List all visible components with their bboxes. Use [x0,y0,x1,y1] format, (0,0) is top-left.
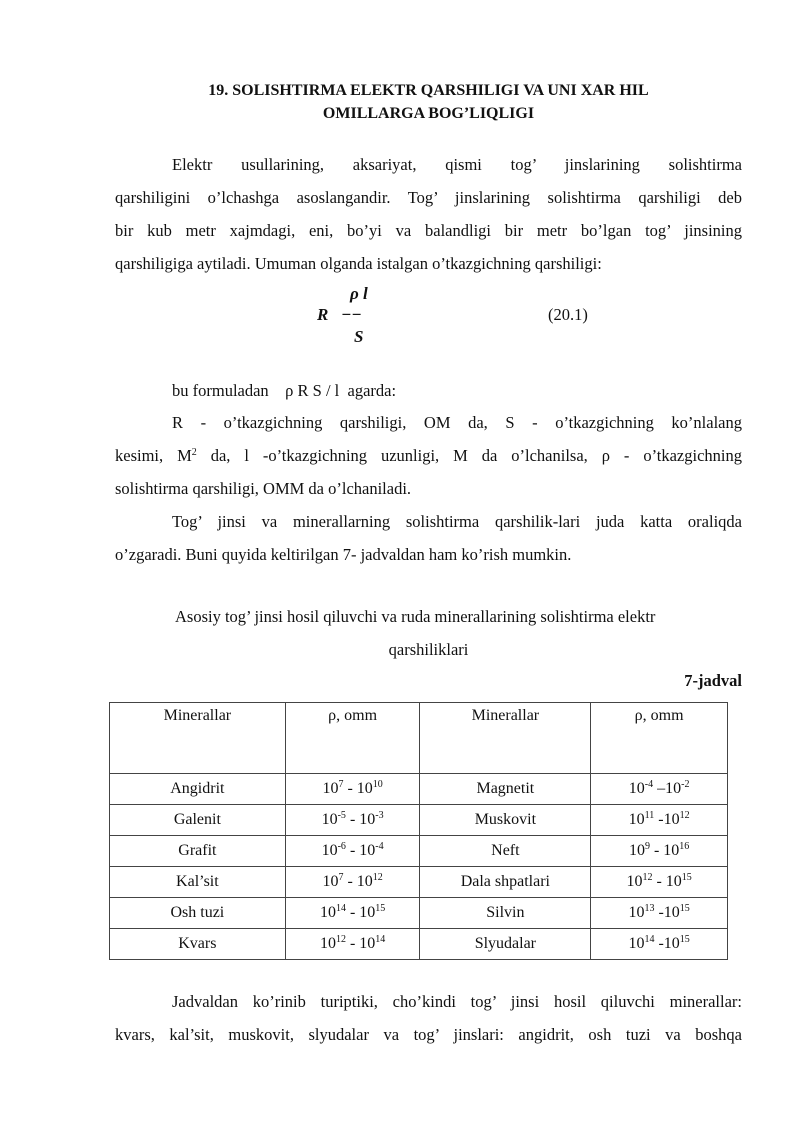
paragraph-definitions [115,406,742,505]
para2-line-2a: kesimi, M [115,446,192,465]
mineral-name: Neft [420,836,591,867]
para2-line-2b: da, l -o’tkazgichning uzunligi, M da o’lchanilsa, ρ - o’tkazgichning [196,446,743,465]
resistivity-range [285,805,420,836]
range-exp-1: 11 [644,810,655,821]
paragraph-conclusion [115,985,742,1051]
para4-line-1: Jadvaldan ko’rinib turiptiki, cho’kindi tog’ jinsi hosil qiluvchi minerallar: [172,992,742,1011]
range-base-1: 10 [626,873,643,890]
formula-denominator: S [354,327,364,346]
table-number: 7-jadval [684,671,742,690]
title-line-1: 19. SOLISHTIRMA ELEKTR QARSHILIGI VA UNI XAR HIL [208,82,649,99]
range-sep-base-2: - 10 [345,904,376,921]
range-base-1: 10 [322,780,339,797]
range-sep-base-2: - 10 [345,842,376,859]
para1-line-4: qarshiligiga aytiladi. Umuman olganda istalgan o’tkazgichning qarshiligi: [115,254,602,273]
range-exp-1: 7 [338,779,344,790]
range-exp-1: 13 [644,903,655,914]
range-base-1: 10 [628,811,645,828]
caption-line-1: Asosiy tog’ jinsi hosil qiluvchi va ruda minerallarining solishtirma elektr [175,607,656,626]
range-exp-1: 14 [335,903,346,914]
header-minerals-1: Minerallar [110,703,286,774]
range-base-1: 10 [628,935,645,952]
table-row [110,836,728,867]
mineral-name: Grafit [110,836,286,867]
resistivity-range [591,929,728,960]
range-exp-1: -5 [337,810,346,821]
range-exp-1: 12 [335,934,346,945]
range-sep-base-2: -10 [654,904,680,921]
range-base-1: 10 [628,904,645,921]
para1-line-2: qarshiligini o’lchashga asoslangandir. Tog’ jinslarining solishtirma qarshiligi deb [115,188,742,207]
range-exp-2: -2 [681,779,690,790]
paragraph-intro [115,148,742,280]
range-exp-2: 10 [372,779,383,790]
resistivity-range [591,898,728,929]
caption-line-2: qarshiliklari [388,640,469,659]
para1-line-1: Elektr usullarining, aksariyat, qismi tog’ jinslarining solishtirma [172,155,742,174]
resistivity-range [591,867,728,898]
range-sep-base-2: -10 [654,811,680,828]
range-base-1: 10 [321,811,338,828]
paragraph-variation [115,505,742,571]
range-exp-1: -6 [337,841,346,852]
table-row [110,929,728,960]
range-sep-base-2: –10 [653,780,682,797]
header-rho-1: ρ, omm [285,703,420,774]
range-sep-base-2: - 10 [345,935,376,952]
range-exp-2: 15 [679,934,690,945]
header-rho-2: ρ, omm [591,703,728,774]
mineral-name: Dala shpatlari [420,867,591,898]
table-header-row [110,703,728,774]
range-exp-2: -4 [375,841,384,852]
range-exp-1: 14 [644,934,655,945]
para2-sup: 2 [191,447,197,458]
para1-line-3: bir kub metr xajmdagi, eni, bo’yi va balandligi bir metr bo’lgan tog’ jinsining [115,221,742,240]
range-exp-2: -3 [375,810,384,821]
range-exp-2: 15 [681,872,692,883]
resistivity-range [285,898,420,929]
mineral-name: Kvars [110,929,286,960]
resistivity-range [285,836,420,867]
resistivity-range [285,929,420,960]
range-sep-base-2: - 10 [343,873,373,890]
table-row [110,774,728,805]
range-sep-base-2: - 10 [649,842,680,859]
table-row [110,867,728,898]
resistivity-range [591,774,728,805]
range-base-1: 10 [628,842,645,859]
header-minerals-2: Minerallar [420,703,591,774]
range-exp-2: 12 [679,810,690,821]
table-row [110,898,728,929]
para2-line-2 [115,439,742,472]
mineral-name: Muskovit [420,805,591,836]
table-row [110,805,728,836]
range-exp-2: 16 [679,841,690,852]
formula-bar: −− [341,305,362,324]
range-base-1: 10 [322,873,339,890]
range-base-1: 10 [319,935,336,952]
formula-explanation: bu formuladan ρ R S / l agarda: [172,381,397,400]
mineral-name: Osh tuzi [110,898,286,929]
range-sep-base-2: - 10 [345,811,376,828]
table-caption [115,600,742,666]
mineral-name: Slyudalar [420,929,591,960]
para2-line-1: R - o’tkazgichning qarshiligi, OM da, S - o’tkazgichning ko’nlalang [172,413,742,432]
section-title [115,79,742,125]
mineral-name: Angidrit [110,774,286,805]
range-exp-1: 9 [644,841,650,852]
title-line-2: OMILLARGA BOG’LIQLIGI [322,105,535,122]
resistivity-range [285,867,420,898]
para2-line-3: solishtirma qarshiligi, OMM da o’lchaniladi. [115,479,412,498]
range-sep-base-2: -10 [654,935,680,952]
range-sep-base-2: - 10 [343,780,373,797]
resistivity-table [109,702,728,960]
range-exp-1: -4 [644,779,654,790]
range-sep-base-2: - 10 [652,873,682,890]
equation-number: (20.1) [548,305,588,324]
mineral-name: Silvin [420,898,591,929]
range-base-1: 10 [319,904,336,921]
range-exp-2: 15 [375,903,386,914]
range-exp-2: 14 [375,934,386,945]
mineral-name: Galenit [110,805,286,836]
range-exp-1: 12 [642,872,653,883]
range-base-1: 10 [628,780,645,797]
range-exp-1: 7 [338,872,344,883]
range-base-1: 10 [321,842,338,859]
range-exp-2: 12 [372,872,383,883]
range-exp-2: 15 [679,903,690,914]
formula-lhs: R [317,305,329,324]
para4-line-2: kvars, kal’sit, muskovit, slyudalar va tog’ jinslari: angidrit, osh tuzi va boshqa [115,1025,742,1044]
para3-line-2: o’zgaradi. Buni quyida keltirilgan 7- jadvaldan ham ko’rish mumkin. [115,545,572,564]
resistivity-range [591,836,728,867]
resistivity-range [591,805,728,836]
resistivity-range [285,774,420,805]
mineral-name: Magnetit [420,774,591,805]
para3-line-1: Tog’ jinsi va minerallarning solishtirma qarshilik-lari juda katta oraliqda [172,512,742,531]
mineral-name: Kal’sit [110,867,286,898]
formula-numerator: ρ l [350,284,368,303]
